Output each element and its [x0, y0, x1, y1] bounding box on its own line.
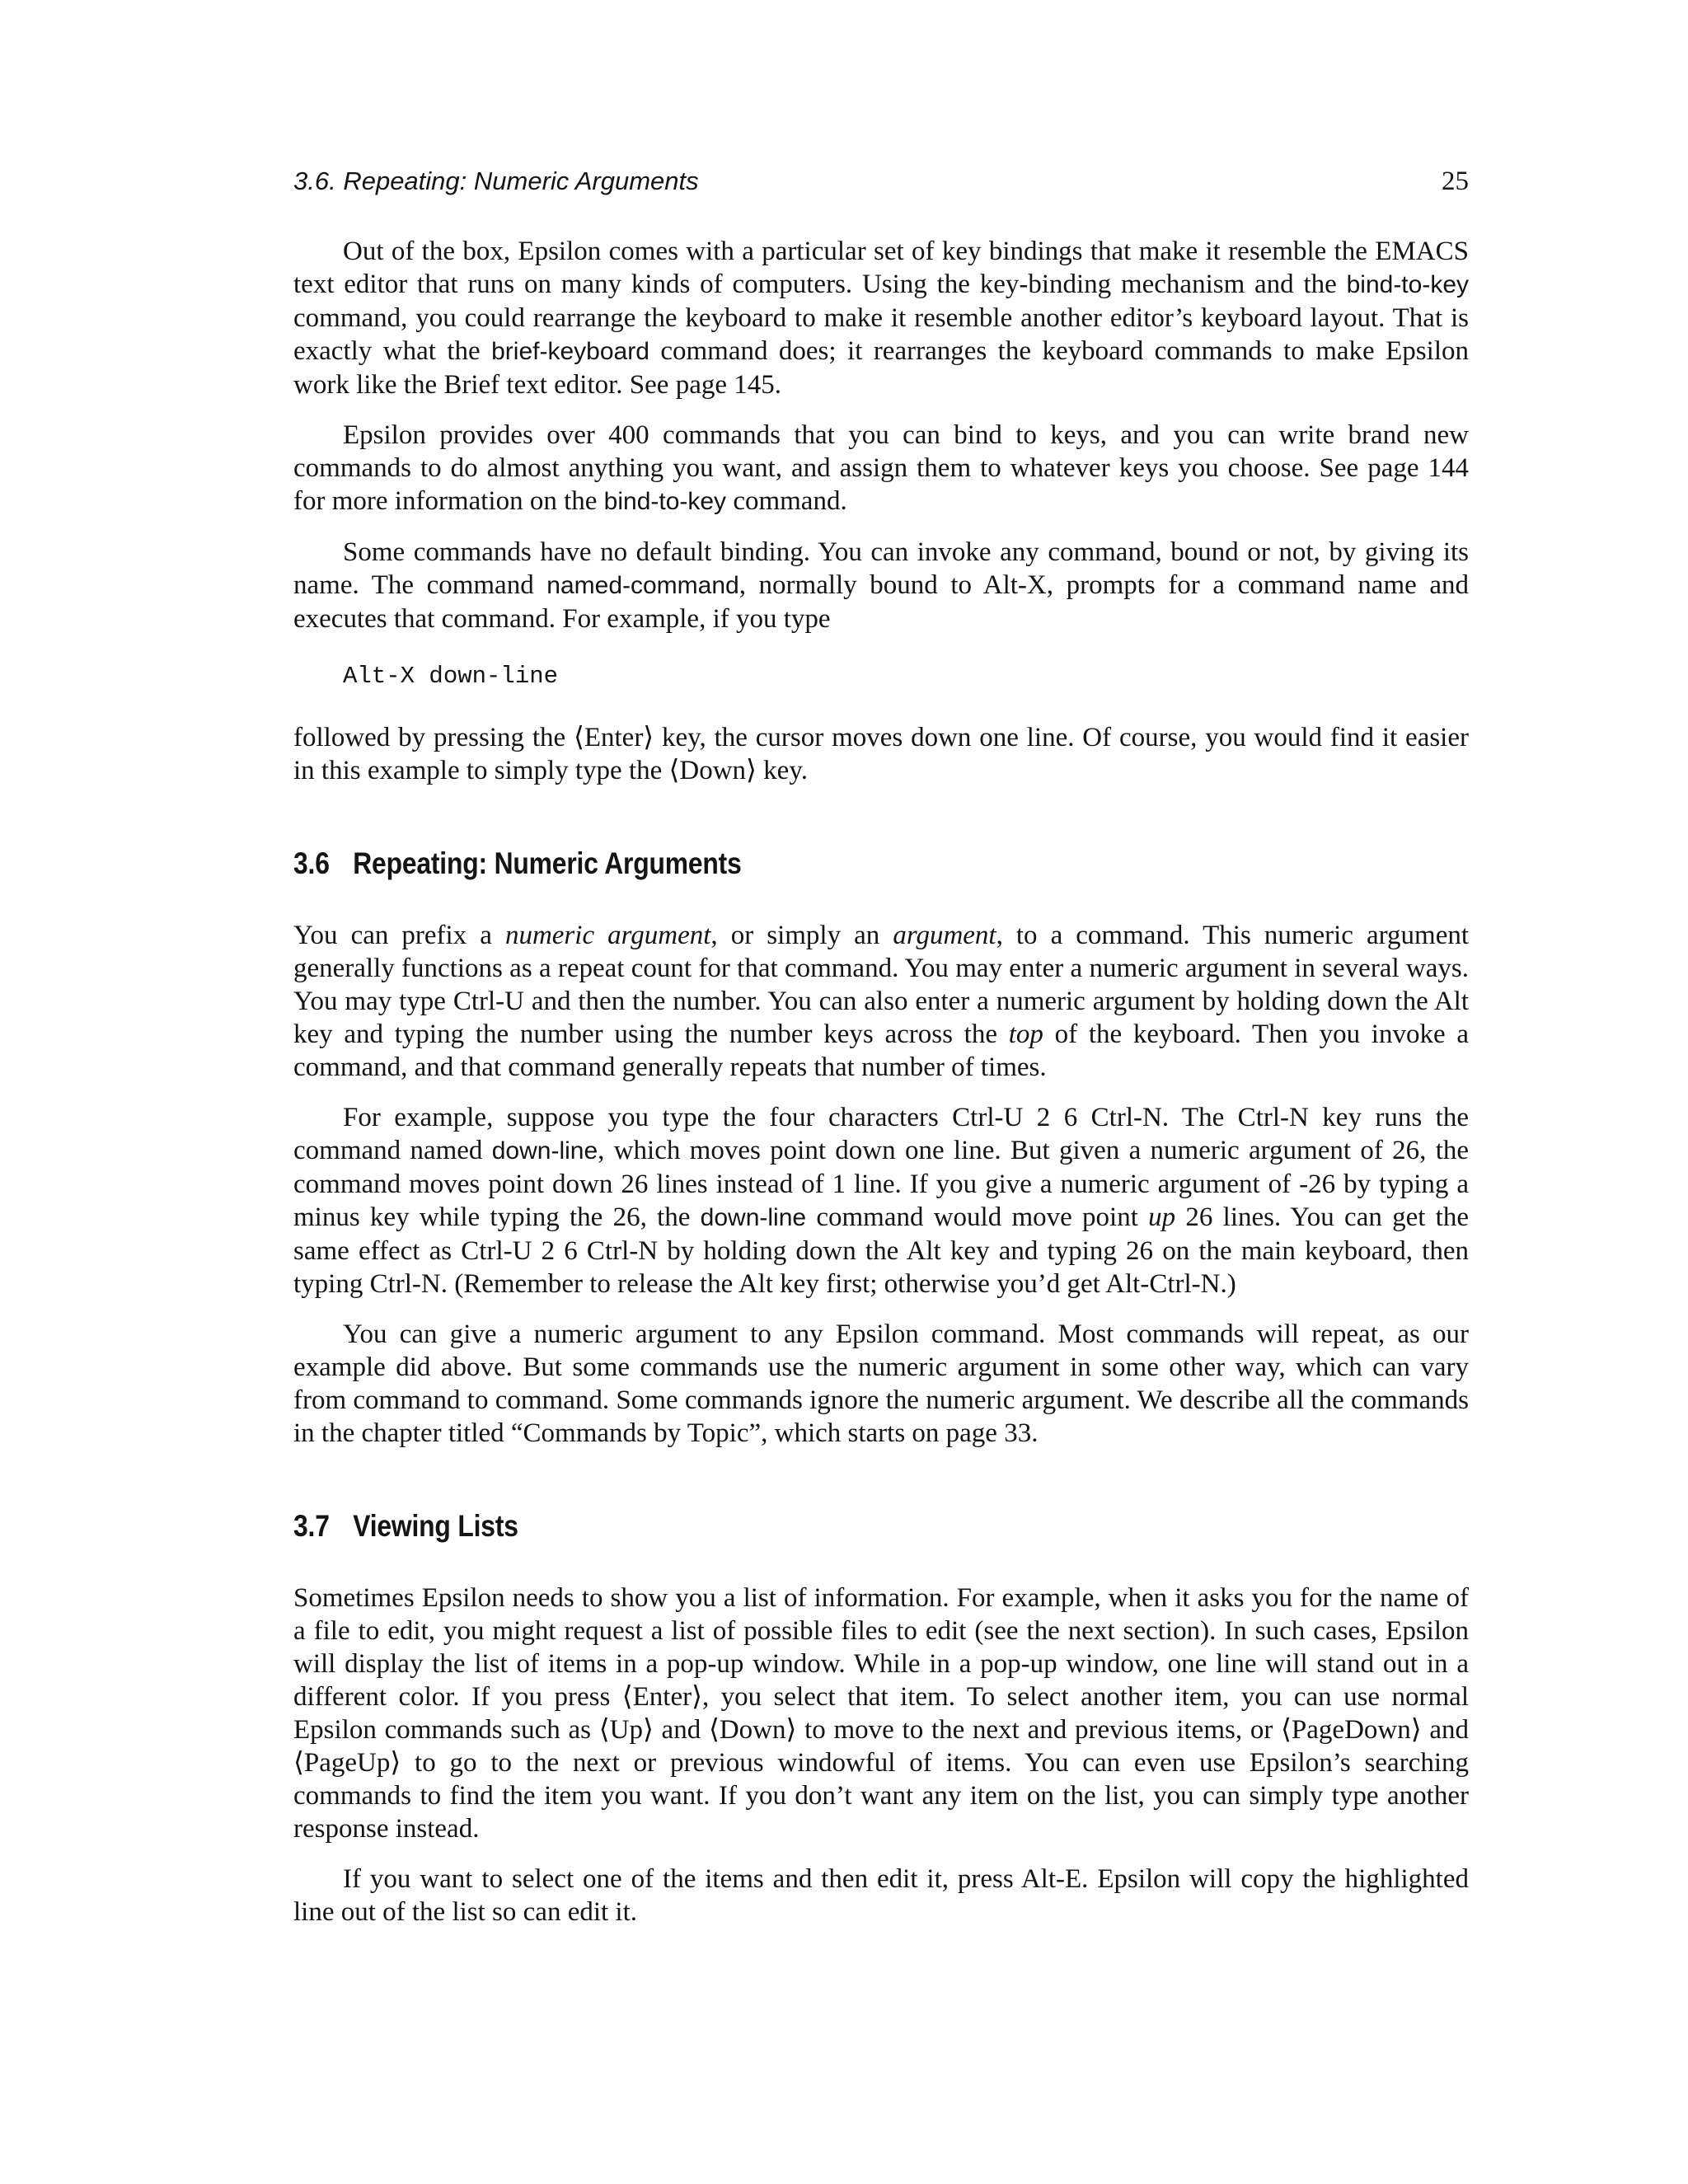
paragraph-commands-count: Epsilon provides over 400 commands that you can bind to keys, and you can write brand new commands to do almost anything you want, and assign them to whatever keys you choose. See page 144 for more information on the bind-to-key command. [293, 420, 1469, 516]
command-name: down-line [700, 1204, 807, 1231]
paragraph-key-bindings: Out of the box, Epsilon comes with a particular set of key bindings that make it resemble the EMACS text editor that runs on many kinds of computers. Using the key-binding mechanism and the bind-to-key command, you could rearrange the keyboard to make it resemble another editor’s keyboard layout. That is exactly what the brief-keyboard command does; it rearranges the keyboard commands to make Epsilon work like the Brief text editor. See page 145. [293, 237, 1469, 400]
section-number: 3.7 [293, 1509, 330, 1543]
running-title: 3.6. Repeating: Numeric Arguments [293, 166, 699, 195]
section-number: 3.6 [293, 846, 330, 880]
page-number: 25 [1442, 166, 1469, 196]
paragraph-viewing-lists: Sometimes Epsilon needs to show you a list of information. For example, when it asks you for the name of a file to edit, you might request a list of possible files to edit (see the next section). In such cases, Epsilon will display the list of items in a pop-up window. While in a pop-up window, one line will stand out in a different color. If you press ⟨Enter⟩, you select that item. To select another item, you can use normal Epsilon commands such as ⟨Up⟩ and ⟨Down⟩ to move to the next and previous items, or ⟨PageDown⟩ and ⟨PageUp⟩ to go to the next or previous windowful of items. You can even use Epsilon’s searching commands to find the item you want. If you don’t want any item on the list, you can simply type another response instead. [293, 1583, 1469, 1844]
code-example: Alt-X down-line [343, 663, 559, 690]
document-page [293, 165, 1469, 1946]
paragraph-numeric-argument: You can prefix a numeric argument, or simply an argument, to a command. This numeric argument generally functions as a repeat count for that command. You may enter a numeric argument in several ways. You may type Ctrl-U and then the number. You can also enter a numeric argument by holding down the Alt key and typing the number using the number keys across the top of the keyboard. Then you invoke a command, and that command generally repeats that number of times. [293, 921, 1470, 1082]
command-name: bind-to-key [1346, 271, 1469, 298]
command-name: down-line [491, 1137, 598, 1165]
section-heading-3-7 [293, 1507, 1304, 1545]
command-name: brief-keyboard [491, 338, 649, 365]
section-title: Repeating: Numeric Arguments [353, 846, 742, 880]
command-name: named-command [546, 572, 739, 599]
command-name: bind-to-key [603, 488, 727, 515]
section-heading-3-6 [293, 845, 1304, 883]
section-title: Viewing Lists [353, 1509, 518, 1543]
paragraph-named-command: Some commands have no default binding. You can invoke any command, bound or not, by giving its name. The command named-command, normally bound to Alt-X, prompts for a command name and executes that command. For example, if you type [293, 537, 1469, 634]
paragraph-enter-key: followed by pressing the ⟨Enter⟩ key, the cursor moves down one line. Of course, you would find it easier in this example to simply type the ⟨Down⟩ key. [293, 723, 1469, 785]
paragraph-example-ctrl-u: For example, suppose you type the four characters Ctrl-U 2 6 Ctrl-N. The Ctrl-N key runs the command named down-line, which moves point down one line. But given a numeric argument of 26, the command moves point down 26 lines instead of 1 line. If you give a numeric argument of -26 by typing a minus key while typing the 26, the down-line command would move point up 26 lines. You can get the same effect as Ctrl-U 2 6 Ctrl-N by holding down the Alt key and typing 26 on the main keyboard, then typing Ctrl-N. (Remember to release the Alt key first; otherwise you’d get Alt-Ctrl-N.) [293, 1103, 1470, 1299]
paragraph-alt-e: If you want to select one of the items and then edit it, press Alt-E. Epsilon will copy the highlighted line out of the list so can edit it. [293, 1864, 1469, 1927]
paragraph-any-command: You can give a numeric argument to any Epsilon command. Most commands will repeat, as our example did above. But some commands use the numeric argument in some other way, which can vary from command to command. Some commands ignore the numeric argument. We describe all the commands in the chapter titled “Commands by Topic”, which starts on page 33. [293, 1319, 1469, 1448]
running-header [293, 165, 1469, 198]
